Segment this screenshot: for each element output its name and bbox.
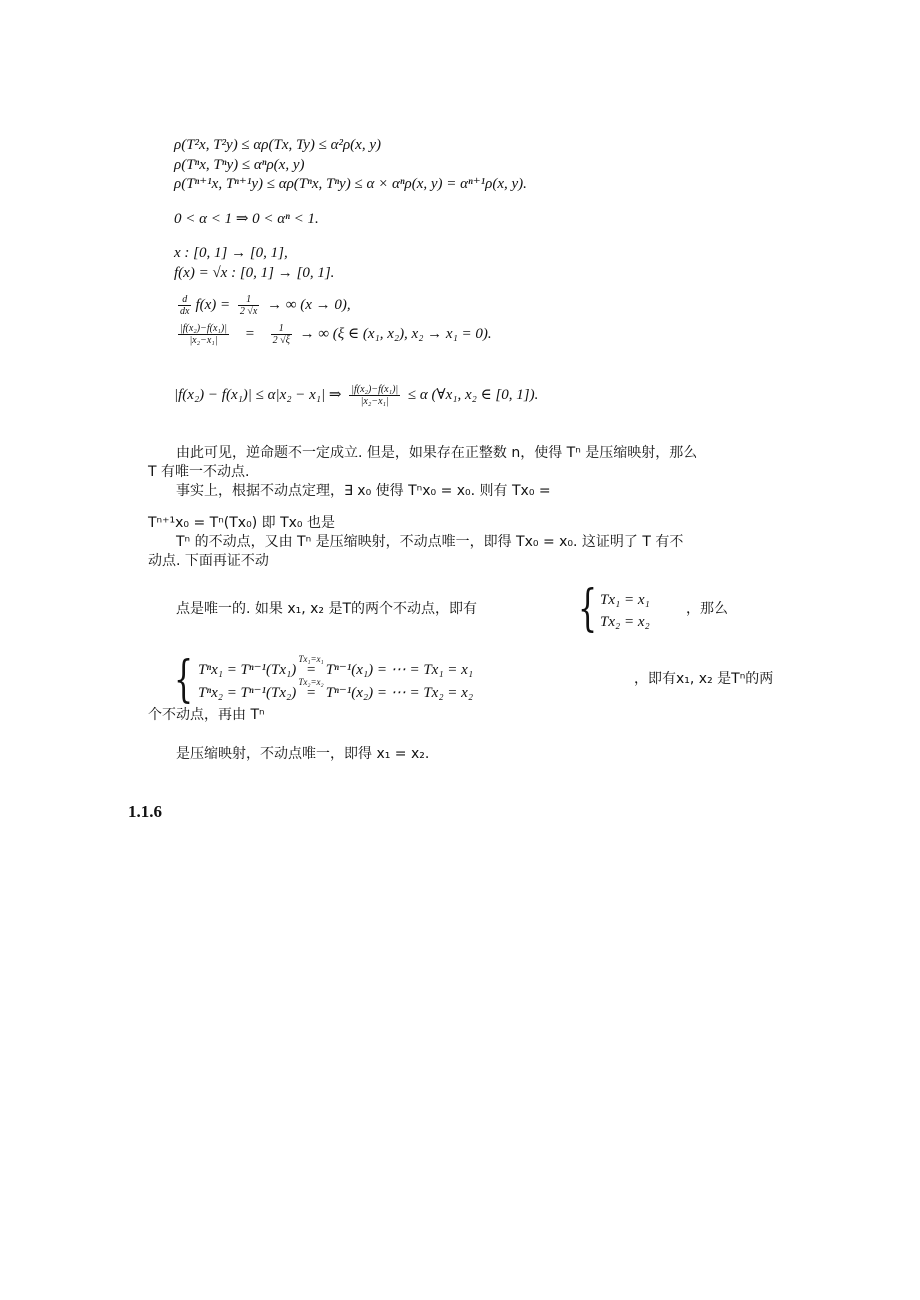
paragraph-4-line-2: 个不动点，再由 Tⁿ — [148, 707, 265, 723]
eq-line-4: 0 < α < 1 ⇒ 0 < αⁿ < 1. — [174, 211, 319, 227]
paragraph-4-tail: ，即有x₁, x₂ 是Tⁿ的两 — [634, 671, 774, 687]
paragraph-1-line-2: T 有唯一不动点. — [148, 464, 250, 480]
system-eq-1: Tx₁ = x₁ — [600, 592, 650, 608]
system-eq-2: Tx₂ = x₂ — [600, 614, 650, 630]
labelled-equals-1: Tx₁=x₁ = — [298, 654, 324, 678]
paragraph-2-line-3: Tⁿ 的不动点，又由 Tⁿ 是压缩映射，不动点唯一，即得 Tx₀ = x₀. 这证明了 T 有不 — [176, 534, 684, 550]
eq-line-3: ρ(Tⁿ⁺¹x, Tⁿ⁺¹y) ≤ αρ(Tⁿx, Tⁿy) ≤ α × αⁿρ(x, y) = αⁿ⁺¹ρ(x, y). — [174, 176, 527, 192]
eq-line-5: x : [0, 1] → [0, 1], — [174, 245, 288, 261]
labelled-equals-2: Tx₂=x₂ = — [298, 677, 324, 701]
eq-line-6: f(x) = √x : [0, 1] → [0, 1]. — [174, 265, 335, 281]
derivative-fraction: $\frac{1}{2 √x}$ — [239, 294, 258, 317]
system-brace-1: { — [578, 579, 598, 637]
eq-line-2: ρ(Tⁿx, Tⁿy) ≤ αⁿρ(x, y) — [174, 157, 305, 173]
lipschitz-fraction: $\frac{\text{|f(x₂)−f(x₁)|}}{\text{|x₂−x₁|}}$ — [351, 384, 399, 407]
eq-line-7: $\frac{d}{dx}$ f(x) = $\frac{1}{2 √x}$ → ∞ (x → 0), — [180, 294, 351, 317]
paragraph-3-lead: 点是唯一的. 如果 x₁, x₂ 是T的两个不动点，即有 — [176, 601, 478, 617]
paragraph-2-line-4: 动点. 下面再证不动 — [148, 553, 269, 569]
chain-row-2: Tⁿx₂ = Tⁿ⁻¹(Tx₂) Tx₂=x₂ = Tⁿ⁻¹(x₂) = ⋯ = Tx₂ = x₂ — [198, 677, 474, 701]
limit-fraction: $\frac{1}{2 √\xi}$ — [272, 323, 290, 346]
paragraph-5: 是压缩映射，不动点唯一，即得 x₁ = x₂. — [176, 746, 430, 762]
paragraph-2-line-2: Tⁿ⁺¹x₀ = Tⁿ(Tx₀) 即 Tx₀ 也是 — [148, 515, 335, 531]
system-brace-2: { — [174, 650, 194, 708]
section-heading: 1.1.6 — [128, 802, 162, 821]
chain-row-1: Tⁿx₁ = Tⁿ⁻¹(Tx₁) Tx₁=x₁ = Tⁿ⁻¹(x₁) = ⋯ = Tx₁ = x₁ — [198, 654, 474, 678]
paragraph-1-line-1: 由此可见，逆命题不一定成立. 但是，如果存在正整数 n，使得 Tⁿ 是压缩映射，那么 — [176, 445, 698, 461]
eq-line-1: ρ(T²x, T²y) ≤ αρ(Tx, Ty) ≤ α²ρ(x, y) — [174, 137, 381, 153]
paragraph-3-tail: ，那么 — [686, 601, 728, 617]
difference-quotient: $\frac{\text{|f(x₂)−f(x₁)|}}{\text{|x₂−x₁|}}$ — [180, 323, 227, 346]
eq-line-8: $\frac{\text{|f(x₂)−f(x₁)|}}{\text{|x₂−x₁|}}$ = $\frac{1}{2 √\xi}$ → ∞ (ξ ∈ (x₁, x₂), x₂ → x₁ = 0). — [180, 323, 492, 346]
paragraph-2-line-1: 事实上，根据不动点定理，∃ x₀ 使得 Tⁿx₀ = x₀. 则有 Tx₀ = — [176, 483, 551, 499]
derivative-operator: $\frac{d}{dx}$ — [180, 294, 190, 317]
eq-line-9: |f(x₂) − f(x₁)| ≤ α|x₂ − x₁| ⇒ $\frac{\text{|f(x₂)−f(x₁)|}}{\text{|x₂−x₁|}}$ ≤ α (∀x₁, x₂ ∈ [0, 1]). — [174, 384, 539, 407]
